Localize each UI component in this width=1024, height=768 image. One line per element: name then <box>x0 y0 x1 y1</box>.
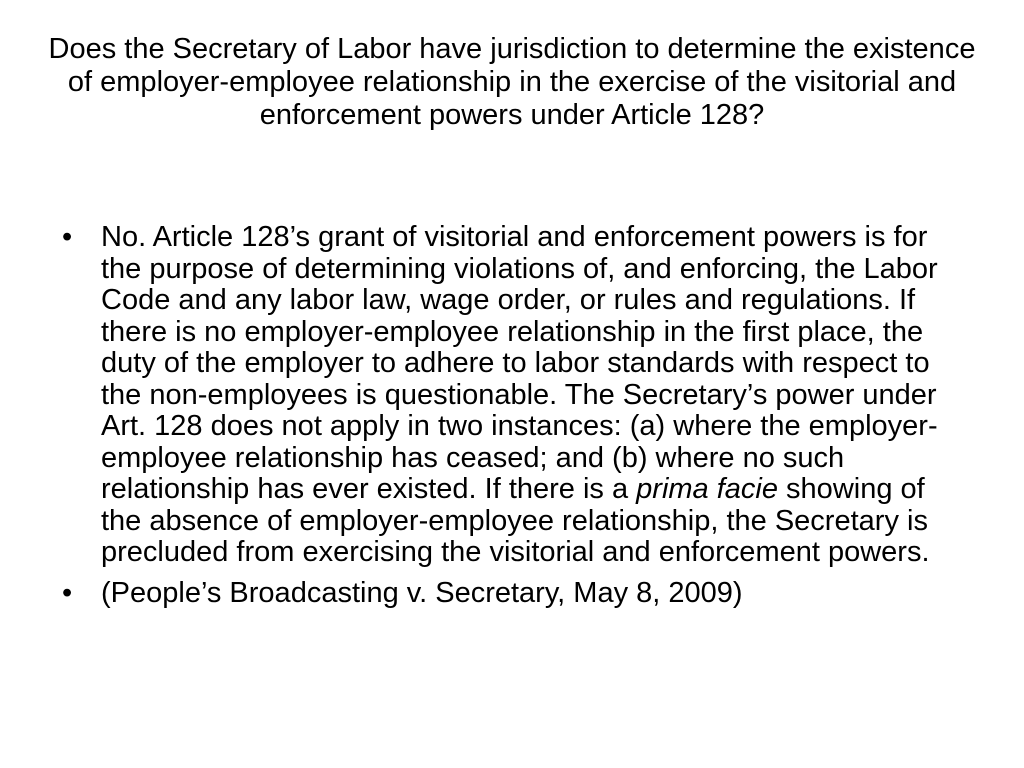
bullet-item-answer <box>56 222 968 569</box>
bullet-item-citation <box>56 578 968 610</box>
answer-italic-phrase: prima facie <box>636 473 778 505</box>
bullet-icon: • <box>62 221 73 253</box>
answer-text-after: showing of the absence of employer-employee relationship, the Secretary is precluded from exercising the visitorial and enforcement powers. <box>101 473 930 568</box>
bullet-list <box>56 222 968 618</box>
citation-text: (People’s Broadcasting v. Secretary, May 8, 2009) <box>101 576 743 609</box>
bullet-icon: • <box>62 576 73 609</box>
answer-paragraph <box>101 221 938 568</box>
slide-title: Does the Secretary of Labor have jurisdiction to determine the existence of employer-employee relationship in the exercise of the visitorial and enforcement powers under Article 128? <box>48 33 976 131</box>
answer-text-before: No. Article 128’s grant of visitorial and enforcement powers is for the purpose of determining violations of, and enforcing, the Labor Code and any labor law, wage order, or rules and regulations. If there is no employer-employee relationship in the first place, the duty of the employer to adhere to labor standards with respect to the non-employees is questionable. The Secretary’s power under Art. 128 does not apply in two instances: (a) where the employer-employee relationship has ceased; and (b) where no such relationship has ever existed. If there is a <box>101 221 938 505</box>
